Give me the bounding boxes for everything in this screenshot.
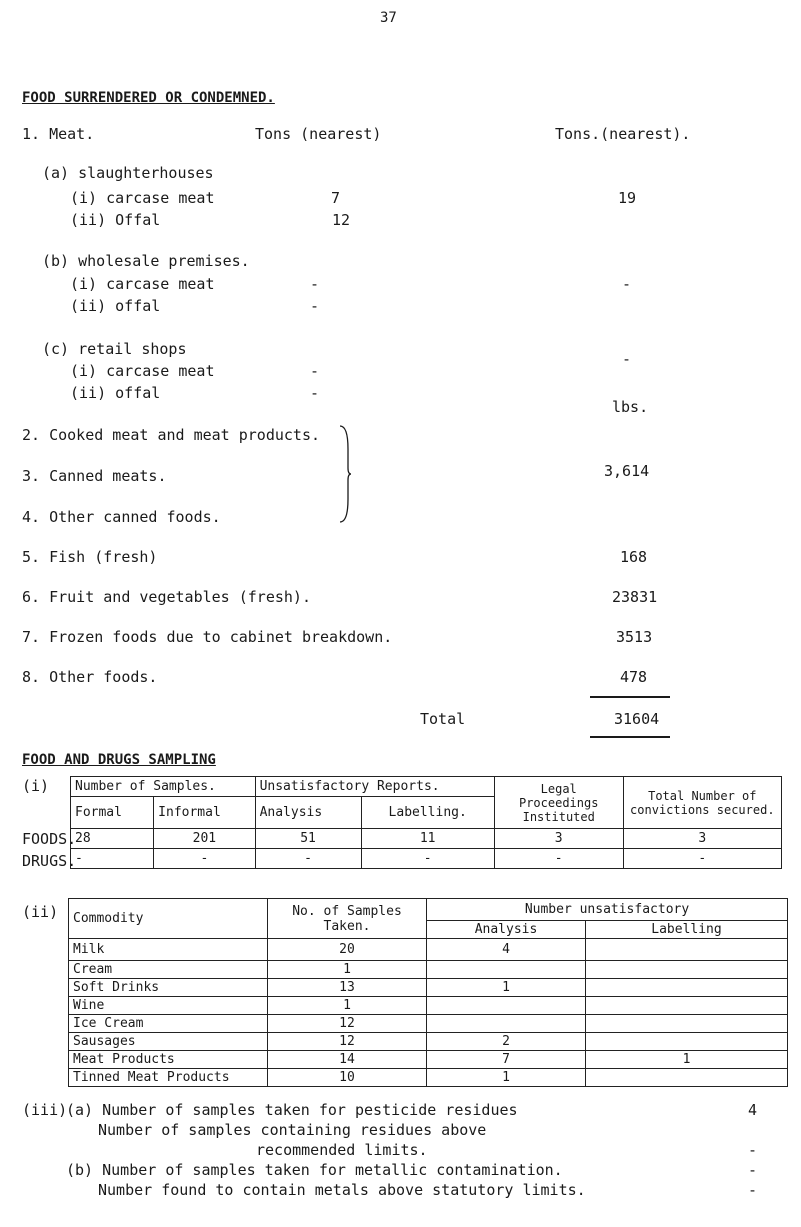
item-3-label: 3. Canned meats. xyxy=(22,467,167,485)
retail-label: (c) retail shops xyxy=(42,340,187,358)
commodity-labelling xyxy=(586,961,788,979)
item-5-label: 5. Fish (fresh) xyxy=(22,548,158,566)
item-6-label: 6. Fruit and vegetables (fresh). xyxy=(22,588,311,606)
table-row xyxy=(69,1051,788,1069)
table-row xyxy=(69,1033,788,1051)
table-row xyxy=(69,1015,788,1033)
col1-header: Tons (nearest) xyxy=(255,125,382,143)
pesticide-b-line2: Number found to contain metals above statutory limits. xyxy=(98,1181,586,1199)
item-5-value: 168 xyxy=(620,548,648,566)
table-row xyxy=(69,961,788,979)
pesticide-a-line3-value: - xyxy=(748,1141,758,1159)
pesticide-a-line1-value: 4 xyxy=(748,1101,758,1119)
commodity-analysis xyxy=(427,997,586,1015)
table-row xyxy=(69,997,788,1015)
drugs-labelling: - xyxy=(361,849,494,869)
condemned-heading: FOOD SURRENDERED OR CONDEMNED. xyxy=(22,90,275,106)
item-8-value: 478 xyxy=(620,668,648,686)
informal-header: Informal xyxy=(154,797,255,829)
commodity-name: Meat Products xyxy=(69,1051,268,1069)
table-row xyxy=(69,1069,788,1087)
retail-carcase-value: - xyxy=(310,362,320,380)
sampling-table xyxy=(70,776,782,869)
items-bracket xyxy=(338,424,352,524)
item-2-label: 2. Cooked meat and meat products. xyxy=(22,426,321,444)
slaughter-offal-value: 12 xyxy=(331,211,350,229)
commodity-analysis: 1 xyxy=(427,1069,586,1087)
section-iii-label: (iii) xyxy=(22,1101,68,1119)
retail-carcase-label: (i) carcase meat xyxy=(70,362,215,380)
number-unsatisfactory-header: Number unsatisfactory xyxy=(427,899,788,921)
section-i-label: (i) xyxy=(22,777,50,795)
commodity-name: Milk xyxy=(69,939,268,961)
foods-row-label: FOODS. xyxy=(22,830,77,848)
wholesale-offal-value: - xyxy=(310,297,320,315)
pesticide-a-line2: Number of samples containing residues above xyxy=(98,1121,487,1139)
commodity-name: Wine xyxy=(69,997,268,1015)
labelling-header: Labelling. xyxy=(361,797,494,829)
drugs-informal: - xyxy=(154,849,255,869)
commodity-table xyxy=(68,898,788,1087)
items-2-4-value: 3,614 xyxy=(604,462,650,480)
commodity-labelling xyxy=(586,1033,788,1051)
pesticide-b-line1-value: - xyxy=(748,1161,758,1179)
commodity-labelling: 1 xyxy=(586,1051,788,1069)
commodity-taken: 12 xyxy=(268,1015,427,1033)
commodity-analysis xyxy=(427,961,586,979)
drugs-legal: - xyxy=(494,849,623,869)
table-row xyxy=(69,979,788,997)
commodity-analysis xyxy=(427,1015,586,1033)
retail-offal-label: (ii) offal xyxy=(70,384,161,402)
commodity-name: Ice Cream xyxy=(69,1015,268,1033)
number-of-samples-header: Number of Samples. xyxy=(71,777,256,797)
item-7-label: 7. Frozen foods due to cabinet breakdown. xyxy=(22,628,393,646)
total-rule-top xyxy=(590,696,670,698)
commodity-name: Cream xyxy=(69,961,268,979)
wholesale-label: (b) wholesale premises. xyxy=(42,252,250,270)
unsat-analysis-header: Analysis xyxy=(427,921,586,939)
commodity-taken: 10 xyxy=(268,1069,427,1087)
commodity-analysis: 4 xyxy=(427,939,586,961)
drugs-row-label: DRUGS. xyxy=(22,852,77,870)
foods-legal: 3 xyxy=(494,829,623,849)
foods-labelling: 11 xyxy=(361,829,494,849)
formal-header: Formal xyxy=(71,797,154,829)
drugs-analysis: - xyxy=(255,849,361,869)
table-row xyxy=(71,829,782,849)
slaughterhouses-label: (a) slaughterhouses xyxy=(42,164,214,182)
slaughter-total-value: 19 xyxy=(618,189,637,207)
foods-convictions: 3 xyxy=(623,829,781,849)
commodity-taken: 12 xyxy=(268,1033,427,1051)
commodity-taken: 1 xyxy=(268,997,427,1015)
commodity-taken: 13 xyxy=(268,979,427,997)
page-number: 37 xyxy=(380,10,397,26)
commodity-analysis: 7 xyxy=(427,1051,586,1069)
commodity-name: Tinned Meat Products xyxy=(69,1069,268,1087)
pesticide-a-line1: (a) Number of samples taken for pesticide residues xyxy=(66,1101,518,1119)
section-ii-label: (ii) xyxy=(22,903,59,921)
commodity-name: Sausages xyxy=(69,1033,268,1051)
commodity-labelling xyxy=(586,939,788,961)
total-rule-bottom xyxy=(590,736,670,738)
commodity-header: Commodity xyxy=(69,899,268,939)
meat-label: 1. Meat. xyxy=(22,125,95,143)
commodity-analysis: 1 xyxy=(427,979,586,997)
slaughter-offal-label: (ii) Offal xyxy=(70,211,161,229)
total-label: Total xyxy=(420,710,466,728)
lbs-header: lbs. xyxy=(612,398,649,416)
table-row xyxy=(69,939,788,961)
unsat-labelling-header: Labelling xyxy=(586,921,788,939)
item-4-label: 4. Other canned foods. xyxy=(22,508,221,526)
slaughter-carcase-label: (i) carcase meat xyxy=(70,189,215,207)
samples-taken-header: No. of Samples Taken. xyxy=(268,899,427,939)
commodity-name: Soft Drinks xyxy=(69,979,268,997)
commodity-taken: 1 xyxy=(268,961,427,979)
pesticide-b-line2-value: - xyxy=(748,1181,758,1199)
item-7-value: 3513 xyxy=(616,628,653,646)
pesticide-b-line1: (b) Number of samples taken for metallic contamination. xyxy=(66,1161,563,1179)
total-value: 31604 xyxy=(614,710,660,728)
commodity-taken: 20 xyxy=(268,939,427,961)
foods-informal: 201 xyxy=(154,829,255,849)
commodity-labelling xyxy=(586,979,788,997)
foods-formal: 28 xyxy=(71,829,154,849)
wholesale-total-value: - xyxy=(622,275,632,293)
sampling-heading: FOOD AND DRUGS SAMPLING xyxy=(22,752,216,768)
commodity-labelling xyxy=(586,997,788,1015)
total-convictions-header: Total Number of convictions secured. xyxy=(623,777,781,829)
table-row xyxy=(71,849,782,869)
foods-analysis: 51 xyxy=(255,829,361,849)
commodity-analysis: 2 xyxy=(427,1033,586,1051)
commodity-labelling xyxy=(586,1069,788,1087)
slaughter-carcase-value: 7 xyxy=(330,189,340,207)
drugs-convictions: - xyxy=(623,849,781,869)
unsatisfactory-reports-header: Unsatisfactory Reports. xyxy=(255,777,494,797)
drugs-formal: - xyxy=(71,849,154,869)
commodity-taken: 14 xyxy=(268,1051,427,1069)
wholesale-offal-label: (ii) offal xyxy=(70,297,161,315)
legal-proceedings-header: Legal Proceedings Instituted xyxy=(494,777,623,829)
wholesale-carcase-value: - xyxy=(310,275,320,293)
item-8-label: 8. Other foods. xyxy=(22,668,158,686)
analysis-header: Analysis xyxy=(255,797,361,829)
retail-offal-value: - xyxy=(310,384,320,402)
retail-total-value: - xyxy=(622,350,632,368)
commodity-labelling xyxy=(586,1015,788,1033)
item-6-value: 23831 xyxy=(612,588,658,606)
col2-header: Tons.(nearest). xyxy=(555,125,691,143)
wholesale-carcase-label: (i) carcase meat xyxy=(70,275,215,293)
pesticide-a-line3: recommended limits. xyxy=(256,1141,428,1159)
